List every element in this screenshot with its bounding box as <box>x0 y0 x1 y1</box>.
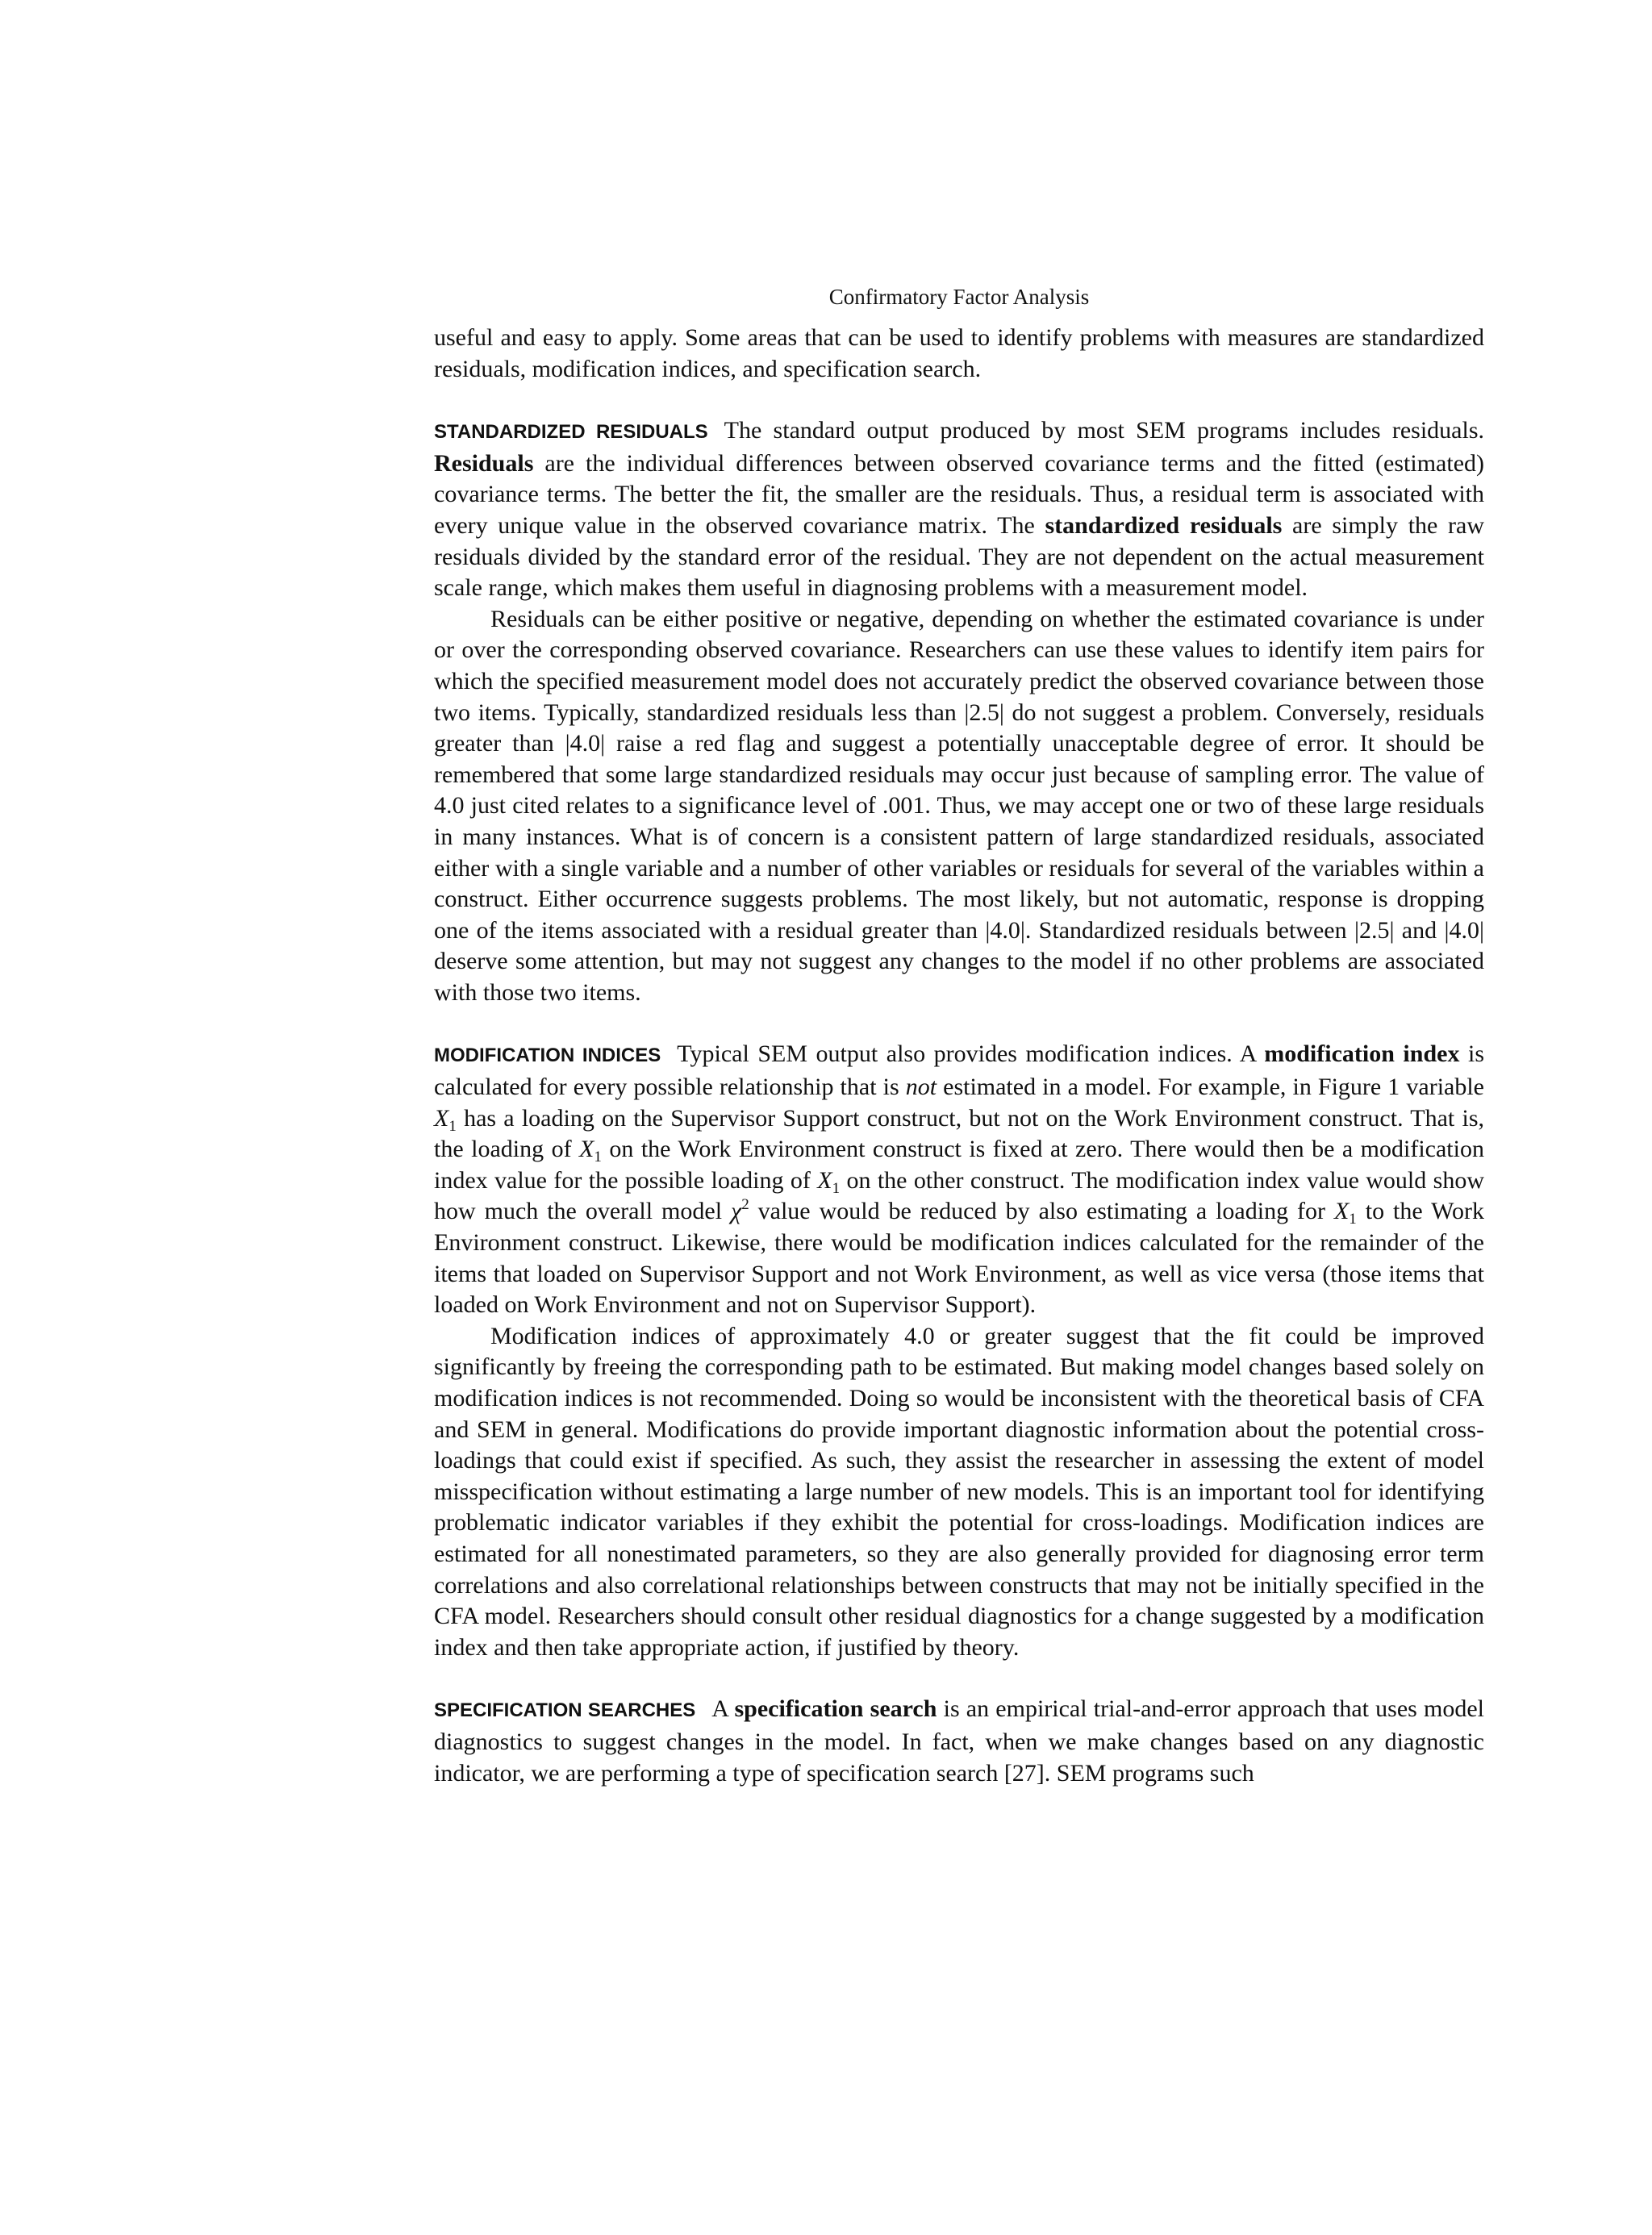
text-run: A <box>711 1695 735 1723</box>
modification-indices-paragraph-2: Modification indices of approximately 4.0 or greater suggest that the fit could be improved significantly by freeing the corresponding path to be estimated. But making model changes based solely on modification indices is not recommended. Doing so would be inconsistent with the theoretical basis of CFA and SEM in general. Modifications do provide important diagnostic information about the potential cross-loadings that could exist if specified. As such, they assist the researcher in assessing the extent of model misspecification without estimating a large number of new models. This is an important tool for identifying problematic indicator variables if they exhibit the potential for cross-loadings. Modification indices are estimated for all nonestimated parameters, so they are also generally provided for diagnosing error term correlations and also correlational relationships between constructs that may not be initially specified in the CFA model. Researchers should consult other residual diagnostics for a change suggested by a modification index and then take appropriate action, if justified by theory. <box>434 1322 1484 1661</box>
text-run: on the Work Environment construct is fixed at zero. There would then be a modification index value for the possible loading of <box>434 1136 1484 1194</box>
specification-searches-heading: SPECIFICATION SEARCHES <box>434 1699 696 1722</box>
text-run: are simply the raw residuals divided by the standard error of the residual. They are not dependent on the actual measurement scale range, which makes them useful in diagnosing problems with a measurement model. <box>434 511 1484 602</box>
term-specification-search: specification search <box>734 1695 937 1723</box>
running-head: Confirmatory Factor Analysis <box>828 285 1090 309</box>
text-run: The standard output produced by most SEM programs includes residuals. <box>724 417 1484 444</box>
intro-paragraph: useful and easy to apply. Some areas that can be used to identify problems with measures are standardized residuals, modification indices, and specification search. <box>434 324 1484 382</box>
variable-x: X <box>1333 1198 1350 1225</box>
text-run: on the other construct. The modification index value would show how much the overall model <box>434 1166 1484 1225</box>
specification-searches-paragraph-1 <box>434 1694 1484 1789</box>
term-standardized-residuals: standardized residuals <box>1045 511 1283 539</box>
variable-subscript: 1 <box>594 1149 602 1166</box>
variable-subscript: 1 <box>832 1179 841 1197</box>
standardized-residuals-heading: STANDARDIZED RESIDUALS <box>434 421 708 444</box>
chi-symbol: χ <box>731 1198 742 1225</box>
variable-x: X <box>434 1104 449 1132</box>
text-run: has a loading on the Supervisor Support construct, but not on the Work Environment construct. That is, the loading of <box>434 1104 1484 1163</box>
term-modification-index: modification index <box>1264 1040 1460 1068</box>
standardized-residuals-paragraph-2: Residuals can be either positive or negative, depending on whether the estimated covariance is under or over the corresponding observed covariance. Researchers can use these values to identify item pairs for which the specified measurement model does not accurately predict the observed covariance between those two items. Typically, standardized residuals less than |2.5| do not suggest a problem. Conversely, residuals greater than |4.0| raise a red flag and suggest a potentially unacceptable degree of error. It should be remembered that some large standardized residuals may occur just because of sampling error. The value of 4.0 just cited relates to a significance level of .001. Thus, we may accept one or two of these large residuals in many instances. What is of concern is a consistent pattern of large standardized residuals, associated either with a single variable and a number of other variables or residuals for several of the variables within a construct. Either occurrence suggests problems. The most likely, but not automatic, response is dropping one of the items associated with a residual greater than |4.0|. Standardized residuals between |2.5| and |4.0| deserve some attention, but may not suggest any changes to the model if no other problems are associated with those two items. <box>434 605 1484 1006</box>
text-run: estimated in a model. For example, in Figure 1 variable <box>937 1074 1484 1101</box>
variable-subscript: 1 <box>448 1117 457 1135</box>
standardized-residuals-paragraph-1 <box>434 415 1484 604</box>
section-spacer <box>434 1663 1484 1694</box>
text-run: value would be reduced by also estimating a loading for <box>749 1198 1334 1225</box>
variable-x: X <box>579 1136 594 1163</box>
text-run: Typical SEM output also provides modification indices. A <box>677 1040 1265 1068</box>
text-run: are the individual differences between observed covariance terms and the fitted (estimated) covariance terms. The better the fit, the smaller are the residuals. Thus, a residual term is associated with every unique value in the observed covariance matrix. The <box>434 449 1484 539</box>
term-residuals: Residuals <box>434 449 534 477</box>
modification-indices-paragraph-1 <box>434 1039 1484 1320</box>
text-run: to the Work Environment construct. Likewise, there would be modification indices calculated for the remainder of the items that loaded on Supervisor Support and not Work Environment, as well as vice versa (those items that loaded on Work Environment and not on Supervisor Support). <box>434 1198 1484 1319</box>
variable-subscript: 1 <box>1349 1211 1357 1228</box>
modification-indices-heading: MODIFICATION INDICES <box>434 1045 661 1067</box>
variable-x: X <box>817 1166 832 1194</box>
document-page <box>434 282 1484 1789</box>
section-spacer <box>434 1008 1484 1039</box>
text-run: is an empirical trial-and-error approach that uses model diagnostics to suggest changes in the model. In fact, when we make changes based on any diagnostic indicator, we are performing a type of specification search [27]. SEM programs such <box>434 1695 1484 1787</box>
emphasis-not: not <box>905 1074 937 1101</box>
section-spacer <box>434 385 1484 415</box>
text-run: is calculated for every possible relationship that is <box>434 1040 1485 1101</box>
chi-superscript: 2 <box>741 1196 749 1214</box>
